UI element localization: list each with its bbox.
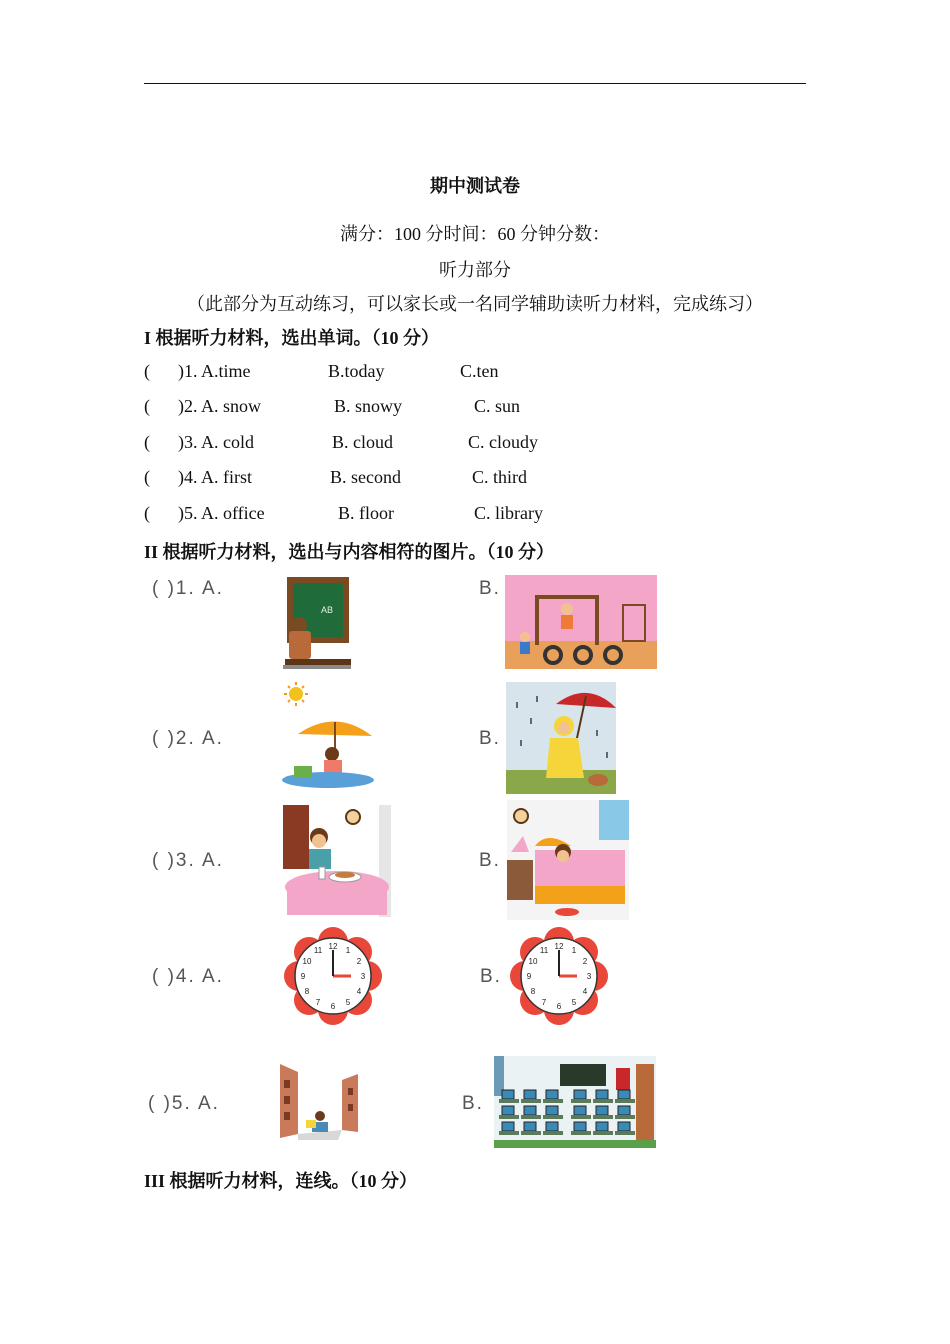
option-a: )3. A. cold (178, 432, 254, 452)
option-c: C. library (474, 503, 543, 523)
part-note: （此部分为互动练习，可以家长或一名同学辅助读听力材料，完成练习） (187, 294, 763, 314)
computer-desk (499, 1115, 519, 1119)
picture-question-3-label[interactable]: ( )3. A. (152, 850, 224, 871)
picture-question-1-label[interactable]: ( )1. A. (152, 578, 224, 599)
picture-b-label-5[interactable]: B. (462, 1093, 484, 1114)
computer-monitor (502, 1090, 514, 1099)
answer-bracket[interactable]: ( (144, 503, 150, 523)
picture-question-2-label[interactable]: ( )2. A. (152, 728, 224, 749)
computer-monitor (596, 1106, 608, 1115)
computer-monitor (574, 1122, 586, 1131)
clock-number: 6 (330, 1002, 336, 1011)
clock-number: 8 (530, 987, 536, 996)
computer-desk (521, 1115, 541, 1119)
computer-monitor (574, 1106, 586, 1115)
computer-desk (571, 1131, 591, 1135)
answer-bracket[interactable]: ( (144, 432, 150, 452)
clock-number: 5 (571, 998, 577, 1007)
clock-number: 4 (582, 987, 588, 996)
clock-a-picture (283, 926, 383, 1026)
section1-heading: I 根据听力材料，选出单词。（10 分） (144, 328, 440, 348)
computer-monitor (618, 1106, 630, 1115)
score-info: 满分：100 分时间：60 分钟分数： (340, 224, 610, 244)
clock-number: 7 (315, 998, 321, 1007)
answer-bracket[interactable]: ( (144, 396, 150, 416)
clock-number: 2 (582, 957, 588, 966)
picture-b-label-1[interactable]: B. (479, 578, 501, 599)
clock-number: 4 (356, 987, 362, 996)
option-b: B. second (330, 467, 401, 487)
answer-bracket[interactable]: ( (144, 467, 150, 487)
picture-b-label-2[interactable]: B. (479, 728, 501, 749)
picture-question-5-label[interactable]: ( )5. A. (148, 1093, 220, 1114)
computer-desk (543, 1115, 563, 1119)
computer-monitor (618, 1122, 630, 1131)
computer-monitor (574, 1090, 586, 1099)
option-a: )4. A. first (178, 467, 252, 487)
option-b: B. snowy (334, 396, 403, 416)
computer-desk (521, 1099, 541, 1103)
computer-desk (615, 1131, 635, 1135)
question-5 (144, 503, 564, 529)
breakfast-table-picture (283, 805, 391, 917)
section3-heading: III 根据听力材料，连线。（10 分） (144, 1171, 418, 1191)
clock-number: 3 (586, 972, 592, 981)
page-title: 期中测试卷 (430, 176, 520, 196)
playground-picture (505, 575, 657, 669)
computer-desk (615, 1099, 635, 1103)
computer-room-picture (494, 1056, 656, 1148)
computer-desk (543, 1099, 563, 1103)
clock-number: 11 (539, 946, 549, 955)
question-1 (144, 361, 564, 387)
clock-number: 1 (345, 946, 351, 955)
option-a: )5. A. office (178, 503, 265, 523)
computer-monitor (546, 1122, 558, 1131)
computer-desk (593, 1131, 613, 1135)
computer-desk (499, 1099, 519, 1103)
clock-number: 9 (526, 972, 532, 981)
option-b: B.today (328, 361, 385, 381)
sleeping-bed-picture (507, 800, 629, 920)
clock-number: 11 (313, 946, 323, 955)
computer-monitor (596, 1122, 608, 1131)
question-3 (144, 432, 564, 458)
computer-monitor (596, 1090, 608, 1099)
question-4 (144, 467, 564, 493)
computer-desk (543, 1131, 563, 1135)
computer-desk (571, 1099, 591, 1103)
rainy-raincoat-picture (506, 682, 616, 794)
clock-number: 12 (328, 942, 338, 951)
board-text: AB (321, 605, 334, 615)
sunny-umbrella-picture (280, 682, 376, 794)
part-heading: 听力部分 (439, 260, 511, 280)
clock-number: 10 (528, 957, 538, 966)
picture-b-label-3[interactable]: B. (479, 850, 501, 871)
question-2 (144, 396, 564, 422)
computer-monitor (502, 1106, 514, 1115)
clock-number: 9 (300, 972, 306, 981)
picture-b-label-4[interactable]: B. (480, 966, 502, 987)
teacher-blackboard-picture (281, 575, 353, 671)
option-a: )1. A.time (178, 361, 251, 381)
clock-number: 6 (556, 1002, 562, 1011)
computer-monitor (618, 1090, 630, 1099)
computer-monitor (524, 1106, 536, 1115)
street-reading-picture (278, 1060, 360, 1140)
clock-number: 8 (304, 987, 310, 996)
section2-heading: II 根据听力材料，选出与内容相符的图片。（10 分） (144, 542, 555, 562)
clock-number: 7 (541, 998, 547, 1007)
clock-number: 1 (571, 946, 577, 955)
answer-bracket[interactable]: ( (144, 361, 150, 381)
option-b: B. cloud (332, 432, 393, 452)
picture-question-4-label[interactable]: ( )4. A. (152, 966, 224, 987)
computer-desk (499, 1131, 519, 1135)
computer-monitor (502, 1122, 514, 1131)
computer-desk (615, 1115, 635, 1119)
computer-monitor (546, 1090, 558, 1099)
clock-b-picture (509, 926, 609, 1026)
computer-monitor (524, 1122, 536, 1131)
computer-desk (593, 1099, 613, 1103)
option-b: B. floor (338, 503, 394, 523)
clock-number: 5 (345, 998, 351, 1007)
computer-desk (571, 1115, 591, 1119)
computer-monitor (546, 1106, 558, 1115)
clock-number: 2 (356, 957, 362, 966)
computer-monitor (524, 1090, 536, 1099)
clock-number: 12 (554, 942, 564, 951)
option-a: )2. A. snow (178, 396, 262, 416)
clock-number: 3 (360, 972, 366, 981)
option-c: C. sun (474, 396, 521, 416)
option-c: C.ten (460, 361, 499, 381)
computer-desk (593, 1115, 613, 1119)
header-rule (144, 83, 806, 84)
option-c: C. third (472, 467, 528, 487)
computer-desk (521, 1131, 541, 1135)
option-c: C. cloudy (468, 432, 538, 452)
clock-number: 10 (302, 957, 312, 966)
